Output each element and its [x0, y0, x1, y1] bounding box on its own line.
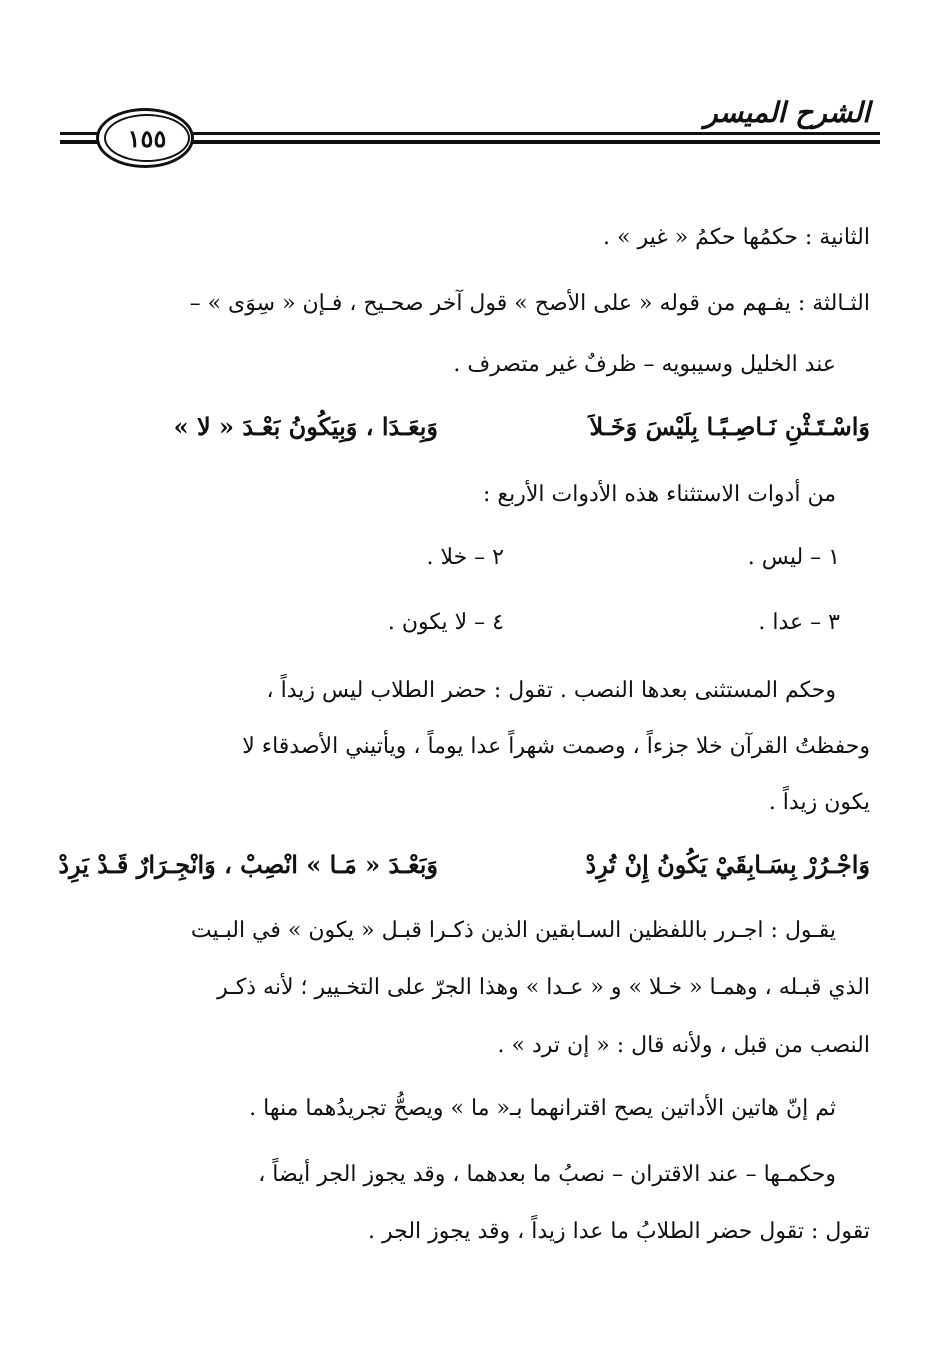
paragraph-explanation-line-3: النصب من قبل ، ولأنه قال : « إن ترد » . — [497, 1033, 870, 1058]
list-item-3: ٣ – عدا . — [758, 610, 840, 635]
book-title: الشرح الميسر — [704, 96, 870, 129]
list-item-2: ٢ – خلا . — [426, 545, 504, 570]
verse-1 — [70, 410, 870, 446]
paragraph-ma-note: ثم إنّ هاتين الأداتين يصح اقترانهما بـ« ما » ويصحُّ تجريدُهما منها . — [249, 1096, 836, 1121]
verse-2 — [58, 848, 870, 884]
paragraph-explanation-line-2: الذي قبـله ، وهمـا « خـلا » و « عـدا » وهذا الجرّ على التخـيير ؛ لأنه ذكـر — [217, 975, 870, 1000]
paragraph-rule-line-1: وحكم المستثنى بعدها النصب . تقول : حضر الطلاب ليس زيداً ، — [266, 678, 836, 703]
paragraph-third-line-1: الثـالثة : يفـهم من قوله « على الأصح » قول آخر صحـيح ، فـإن « سِوَى » – — [189, 291, 870, 316]
paragraph-rule-line-2: وحفظتُ القرآن خلا جزءاً ، وصمت شهراً عدا يوماً ، ويأتيني الأصدقاء لا — [242, 734, 870, 759]
paragraph-tools-intro: من أدوات الاستثناء هذه الأدوات الأربع : — [482, 482, 836, 507]
paragraph-second: الثانية : حكمُها حكمُ « غير » . — [603, 225, 870, 250]
page-number: ١٥٥ — [104, 114, 190, 162]
verse-1-second-hemistich: وَبِعَـدَا ، وَبِيَكُونُ بَعْـدَ « لا » — [173, 412, 438, 441]
paragraph-ma-rule-line-1: وحكمـها – عند الاقتران – نصبُ ما بعدهما ، وقد يجوز الجر أيضاً ، — [258, 1162, 836, 1187]
verse-2-second-hemistich: وَبَعْـدَ « مَـا » انْصِبْ ، وَانْجِـرَارٌ قَـدْ يَرِدْ — [58, 850, 438, 879]
paragraph-explanation-line-1: يقـول : اجـرر باللفظين السـابقين الذين ذكـرا قبـل « يكون » في البـيت — [190, 918, 836, 943]
list-item-4: ٤ – لا يكون . — [387, 610, 504, 635]
verse-1-first-hemistich: وَاسْـتَـثْنِ نَـاصِـبًـا بِلَيْسَ وَخَـلاَ — [589, 412, 870, 441]
verse-2-first-hemistich: وَاجْـرُرْ بِسَـابِقَيْ يَكُونُ إِنْ تُرِدْ — [585, 850, 870, 879]
paragraph-rule-line-3: يكون زيداً . — [768, 790, 870, 815]
list-item-1: ١ – ليس . — [747, 545, 840, 570]
paragraph-ma-rule-line-2: تقول : تقول حضر الطلابُ ما عدا زيداً ، وقد يجوز الجر . — [368, 1219, 870, 1244]
paragraph-third-line-2: عند الخليل وسيبويه – ظرفٌ غير متصرف . — [453, 352, 836, 377]
